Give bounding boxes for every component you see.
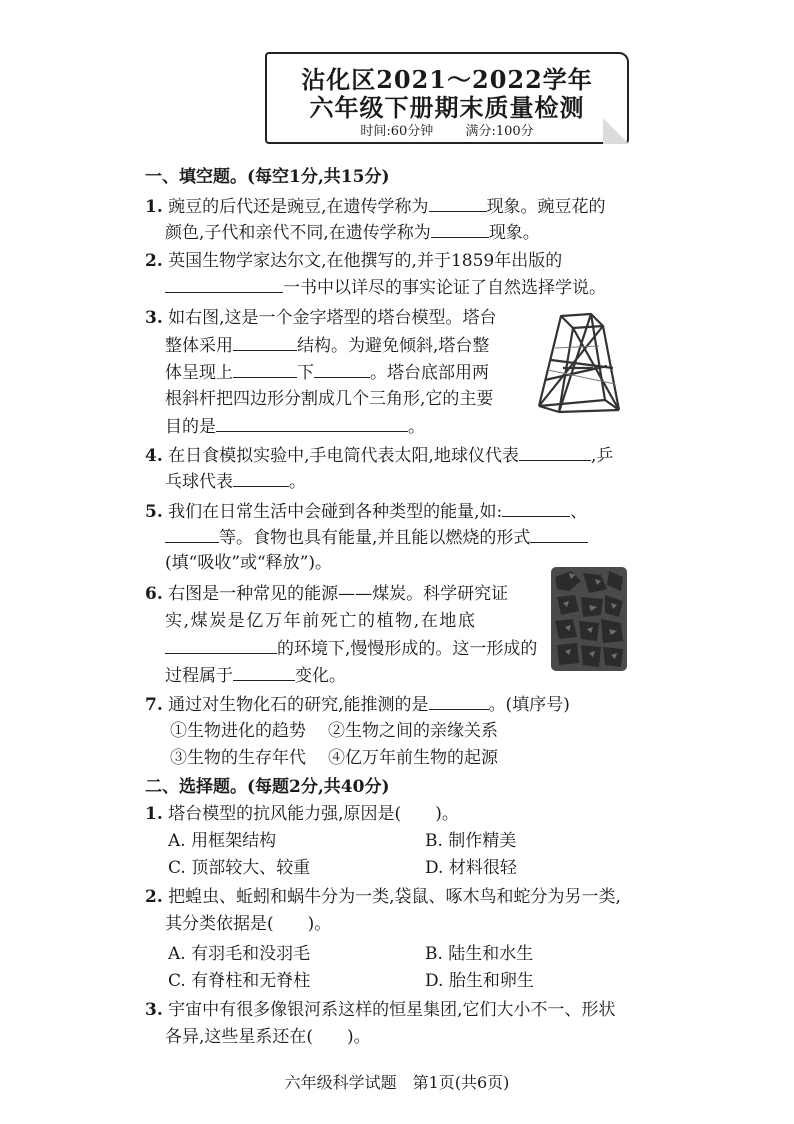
question-text: 塔台模型的抗风能力强,原因是( )。	[168, 804, 459, 824]
s1-q5-line3	[165, 552, 332, 574]
s2-q2-option-a[interactable]: A. 有羽毛和没羽毛	[168, 944, 311, 964]
exam-title-line1: 沾化区2021～2022学年	[301, 65, 593, 94]
s1-q6-line1	[145, 583, 508, 605]
question-number: 6.	[145, 584, 163, 604]
s2-q3-stem-line2: 各异,这些星系还在( )。	[165, 1027, 371, 1047]
question-number: 1.	[145, 804, 163, 824]
coal-image	[551, 567, 627, 671]
s1-q1-line1	[145, 195, 606, 218]
s1-q3-line2	[165, 334, 489, 357]
s1-q3-line3	[165, 361, 489, 384]
question-text: 。	[408, 417, 425, 437]
question-number: 3.	[145, 308, 163, 328]
s1-q5-line2	[165, 526, 588, 549]
answer-blank[interactable]	[233, 664, 295, 681]
answer-blank[interactable]	[530, 526, 588, 543]
s2-q1-stem	[145, 803, 459, 825]
question-text: 现象。	[488, 223, 540, 243]
s1-q3-line1	[145, 307, 497, 329]
question-text: 如右图,这是一个金字塔型的塔台模型。塔台	[168, 308, 497, 328]
question-text: 豌豆的后代还是豌豆,在遗传学称为	[168, 197, 429, 217]
question-number: 5.	[145, 502, 163, 522]
s1-q2-line2	[165, 276, 606, 299]
s1-q1-line2	[165, 221, 540, 244]
s2-q1-option-a[interactable]: A. 用框架结构	[168, 831, 277, 851]
answer-blank[interactable]	[429, 693, 489, 710]
question-text: ,乒	[590, 446, 614, 466]
s2-q3-stem-line1	[145, 999, 616, 1021]
exam-score: 满分:100分	[465, 124, 534, 139]
answer-blank[interactable]	[429, 195, 487, 212]
question-text: 目的是	[165, 417, 216, 437]
answer-blank[interactable]	[233, 470, 289, 487]
s1-q3-line5	[165, 415, 425, 438]
answer-blank[interactable]	[165, 526, 219, 543]
question-text: 宇宙中有很多像银河系这样的恒星集团,它们大小不一、形状	[168, 1000, 616, 1020]
s2-q1-option-d[interactable]: D. 材料很轻	[425, 858, 517, 878]
question-text: 根斜杆把四边形分割成几个三角形,它的主要	[165, 389, 494, 409]
question-text: 。塔台底部用两	[370, 363, 489, 383]
question-text: 我们在日常生活中会碰到各种类型的能量,如:	[168, 502, 503, 522]
title-banner	[265, 52, 629, 144]
question-text: 英国生物学家达尔文,在他撰写的,并于1859年出版的	[168, 251, 563, 271]
answer-blank[interactable]	[233, 361, 297, 378]
question-number: 3.	[145, 1000, 163, 1020]
answer-blank[interactable]	[519, 444, 591, 461]
question-text: 、	[570, 502, 588, 522]
question-number: 2.	[145, 887, 163, 907]
question-text: 的环境下,慢慢形成的。这一形成的	[277, 639, 538, 659]
s1-q6-line2	[165, 610, 477, 632]
question-text: 乓球代表	[165, 472, 233, 492]
question-text: 在日食模拟实验中,手电筒代表太阳,地球仪代表	[168, 446, 519, 466]
question-text: 一书中以详尽的事实论证了自然选择学说。	[283, 278, 606, 298]
page-curl-decoration	[603, 118, 629, 144]
question-number: 4.	[145, 446, 163, 466]
s1-q5-line1	[145, 500, 587, 523]
question-text: 整体采用	[165, 336, 233, 356]
question-text: 等。食物也具有能量,并且能以燃烧的形式	[219, 528, 531, 548]
tower-model-image	[533, 308, 625, 418]
question-text: 。(填序号)	[488, 695, 570, 715]
s2-q2-stem-line1	[145, 886, 621, 908]
s1-q6-line4	[165, 664, 346, 687]
question-text: 现象。豌豆花的	[486, 197, 606, 217]
question-text: 结构。为避免倾斜,塔台整	[297, 336, 490, 356]
s1-q7-option2: ②生物之间的亲缘关系	[328, 721, 498, 741]
question-text: 下	[297, 363, 314, 383]
s2-q2-stem-line2: 其分类依据是( )。	[165, 914, 332, 934]
s1-q3-line4	[165, 388, 493, 410]
question-number: 1.	[145, 197, 163, 217]
page-footer: 六年级科学试题 第1页(共6页)	[284, 1073, 510, 1092]
s2-q1-option-c[interactable]: C. 顶部较大、较重	[168, 858, 311, 878]
section1-heading: 一、填空题。(每空1分,共15分)	[145, 167, 390, 187]
s2-q2-option-b[interactable]: B. 陆生和水生	[425, 944, 534, 964]
s1-q4-line1	[145, 444, 613, 467]
answer-blank[interactable]	[314, 361, 370, 378]
s1-q7-option4: ④亿万年前生物的起源	[328, 748, 498, 768]
question-text: 变化。	[295, 666, 346, 686]
answer-blank[interactable]	[431, 221, 489, 238]
s1-q4-line2	[165, 470, 306, 493]
answer-blank[interactable]	[216, 415, 408, 432]
s1-q6-line3	[165, 637, 537, 660]
question-number: 7.	[145, 695, 163, 715]
s2-q1-option-b[interactable]: B. 制作精美	[425, 831, 517, 851]
section2-heading: 二、选择题。(每题2分,共40分)	[145, 777, 390, 797]
question-number: 2.	[145, 251, 163, 271]
question-text: 过程属于	[165, 666, 233, 686]
answer-blank[interactable]	[502, 500, 570, 517]
exam-title-line2: 六年级下册期末质量检测	[309, 93, 585, 122]
question-text: (填“吸收”或“释放”)。	[165, 553, 333, 573]
s1-q7-option3: ③生物的生存年代	[170, 748, 306, 768]
s2-q2-option-c[interactable]: C. 有脊柱和无脊柱	[168, 971, 311, 991]
question-text: 颜色,子代和亲代不同,在遗传学称为	[165, 223, 431, 243]
question-text: 通过对生物化石的研究,能推测的是	[168, 695, 429, 715]
question-text: 把蝗虫、蚯蚓和蜗牛分为一类,袋鼠、啄木鸟和蛇分为另一类,	[168, 887, 621, 907]
s2-q2-option-d[interactable]: D. 胎生和卵生	[425, 971, 534, 991]
exam-meta	[267, 120, 627, 139]
exam-time: 时间:60分钟	[360, 124, 434, 139]
question-text: 。	[289, 472, 306, 492]
answer-blank[interactable]	[165, 276, 283, 293]
question-text: 实,煤炭是亿万年前死亡的植物,在地底	[165, 611, 477, 631]
s1-q7-option1: ①生物进化的趋势	[170, 721, 306, 741]
s1-q7-line1	[145, 693, 570, 716]
question-text: 体呈现上	[165, 363, 233, 383]
answer-blank[interactable]	[165, 637, 277, 654]
answer-blank[interactable]	[233, 334, 297, 351]
question-text: 右图是一种常见的能源——煤炭。科学研究证	[168, 584, 509, 604]
s1-q2-line1	[145, 250, 562, 272]
